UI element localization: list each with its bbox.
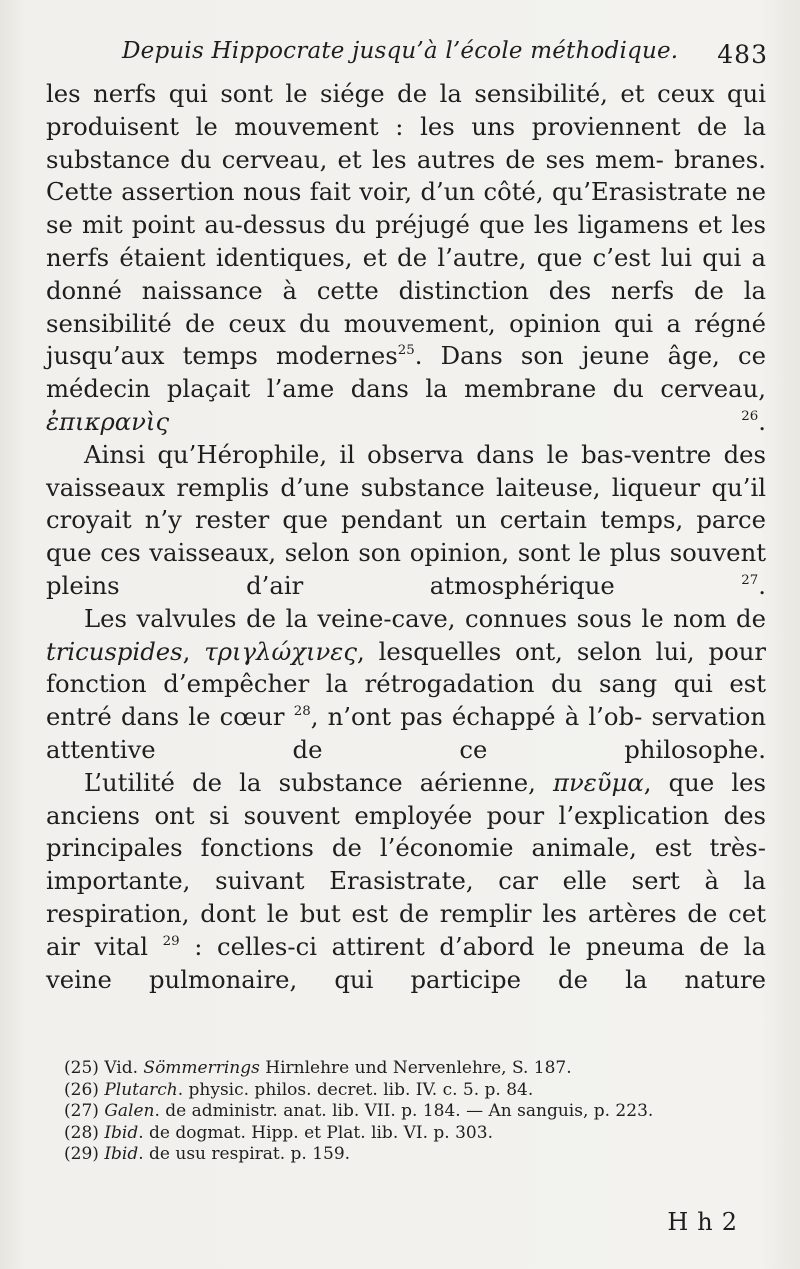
paragraph-3 xyxy=(46,603,766,767)
text-line: anciens ont si souvent employée pour l’explication xyxy=(46,800,710,830)
text-line: distinction des nerfs de la sensibilité de ceux du xyxy=(46,275,766,338)
text-line: de xyxy=(736,603,766,633)
text-line: des vaisseaux remplis d’une substance laiteuse, liqueur xyxy=(46,439,766,502)
footnote-author: Ibid xyxy=(104,1144,139,1164)
text-line: des principales fonctions de l’économie animale, est xyxy=(46,800,766,863)
footnotes xyxy=(64,1058,769,1166)
signature-mark: Hh2 xyxy=(667,1208,746,1236)
footnote-text: Hirnlehre und Nervenlehre, S. 187. xyxy=(259,1058,572,1078)
text-line: , n’ont pas échappé à l’ob- xyxy=(310,702,643,732)
footnote-author: Galen xyxy=(104,1101,155,1121)
text-line: très-importante, suivant Erasistrate, car elle sert à la xyxy=(46,833,766,896)
footnote xyxy=(64,1058,769,1080)
text-line: mouvement, opinion qui a régné jusqu’aux temps xyxy=(46,308,766,371)
footnote-number: (25) xyxy=(64,1058,99,1078)
text-line: , que les xyxy=(643,767,766,797)
text-line: cet air vital xyxy=(46,898,766,961)
text-line: Ainsi qu’Hérophile, il observa dans le bas-ventre xyxy=(84,439,712,469)
text-line: que les ligamens et les nerfs étaient identiques, et de xyxy=(46,210,766,272)
footnote-ref: 25 xyxy=(397,343,415,359)
footnote-number: (27) xyxy=(64,1101,99,1121)
text-line: : celles-ci attirent d’abord le pneuma xyxy=(179,931,685,961)
footnote-number: (28) xyxy=(64,1122,99,1143)
text-line: qu’Erasistrate ne se mit point au-dessus du préjugé xyxy=(46,177,766,240)
text-line: , xyxy=(182,636,205,666)
footnote xyxy=(64,1144,769,1166)
text-line: est entré dans le cœur xyxy=(46,669,766,732)
paragraph-4 xyxy=(46,767,766,997)
footnote-ref: 27 xyxy=(741,572,759,588)
greek-term: πνεῦμα xyxy=(552,767,644,797)
text-line: . xyxy=(758,570,766,600)
text-line: L’utilité de la substance aérienne, xyxy=(84,767,553,797)
text-line: parce que ces vaisseaux, selon son opinion, sont le xyxy=(46,505,766,568)
text-line: de la substance du cerveau, et les autres de ses mem- xyxy=(46,111,766,174)
footnote-author: Plutarch xyxy=(104,1079,178,1100)
text-line: . Dans son jeune âge, ce médecin plaçait xyxy=(46,341,766,404)
footnote xyxy=(64,1080,769,1102)
greek-term: ἐπικρανὶς xyxy=(46,406,170,436)
text-line: . xyxy=(758,406,766,436)
running-head: Depuis Hippocrate jusqu’à l’école méthodique. xyxy=(122,38,679,64)
footnote-number: (26) xyxy=(64,1079,99,1100)
text-line: modernes xyxy=(276,341,398,371)
footnote-author: Ibid xyxy=(104,1122,139,1143)
text-line: plus souvent pleins d’air atmosphérique xyxy=(46,538,766,600)
greek-term: τριγλώχινες xyxy=(204,636,357,666)
text-line: Les valvules de la veine-cave, connues sous le nom xyxy=(84,603,727,633)
text-line: les nerfs qui sont le siége de la sensibilité, et ceux xyxy=(46,79,715,108)
footnote-text: Vid. xyxy=(104,1058,144,1078)
footnote-text: . physic. philos. decret. lib. IV. c. 5. p. 84. xyxy=(177,1079,534,1100)
latin-term: tricuspides xyxy=(46,636,183,666)
text-line: respiration, dont le but est de remplir les artères de xyxy=(46,898,718,928)
text-line: l’ame dans la membrane du cerveau, xyxy=(266,374,766,404)
footnote xyxy=(64,1123,769,1145)
page-number: 483 xyxy=(717,40,768,69)
footnote-author: Sömmerrings xyxy=(143,1058,260,1078)
text-line: pour fonction d’empêcher la rétrogadation du sang qui xyxy=(46,636,766,699)
text-line: qu’il croyait n’y rester que pendant un certain temps, xyxy=(46,472,766,535)
footnote-text: . de dogmat. Hipp. et Plat. lib. VI. p. 303. xyxy=(138,1122,493,1143)
text-line: qui produisent le mouvement : les uns proviennent xyxy=(46,79,766,141)
text-line: l’autre, que c’est lui qui a donné naissance à cette xyxy=(46,242,767,305)
footnote-text: . de administr. anat. lib. VII. p. 184. — An sanguis, p. 223. xyxy=(154,1101,654,1121)
paragraph-1 xyxy=(46,78,766,439)
text-line: , lesquelles ont, selon lui, xyxy=(356,636,695,666)
footnote-ref: 26 xyxy=(741,408,759,424)
footnote-ref: 29 xyxy=(162,933,180,949)
footnote xyxy=(64,1101,769,1123)
footnote-number: (29) xyxy=(64,1144,99,1164)
text-line: servation attentive de ce philosophe. xyxy=(46,702,766,764)
text-line: branes. Cette assertion nous fait voir, d’un côté, xyxy=(46,144,766,207)
footnote-text: . de usu respirat. p. 159. xyxy=(138,1144,351,1164)
text-line: de la veine pulmonaire, qui participe de la nature xyxy=(46,931,766,994)
paragraph-2 xyxy=(46,439,766,603)
body-text xyxy=(46,78,766,996)
footnote-ref: 28 xyxy=(293,704,311,720)
